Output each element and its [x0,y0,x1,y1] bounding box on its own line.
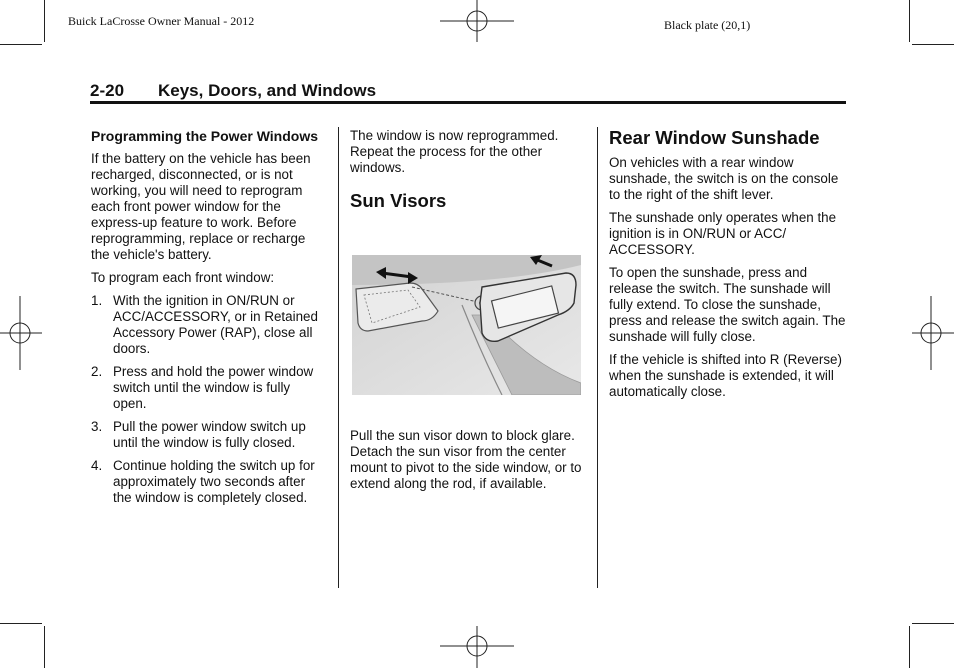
section-heading: Sun Visors [350,190,447,211]
crop-mark [0,623,42,624]
manual-title: Buick LaCrosse Owner Manual - 2012 [68,14,255,28]
column-1 [91,128,327,513]
crop-mark [0,44,42,45]
crop-mark [912,623,954,624]
step-text: Continue holding the switch up for approximately two seconds after the window is completely closed. [113,458,315,505]
crop-mark [909,626,910,668]
crop-mark [912,44,954,45]
step-number: 1. [91,293,103,308]
crop-mark [44,626,45,668]
crop-mark [44,0,45,42]
column-divider [338,127,339,588]
registration-mark-left [0,296,44,372]
column-3 [609,127,849,407]
page-number: 2-20 [90,81,125,100]
list-item [91,458,327,506]
list-item [91,364,327,412]
paragraph: Pull the sun visor down to block glare. Detach the sun visor from the center mount to pivot to the side window, or to extend along the rod, if available. [350,428,582,491]
header-rule [90,101,846,104]
crop-mark [909,0,910,42]
list-item [91,293,327,357]
paragraph: If the vehicle is shifted into R (Reverse) when the sunshade is extended, it will automatically close. [609,352,842,399]
steps-list [91,293,327,506]
paragraph: To open the sunshade, press and release the switch. The sunshade will fully extend. To close the sunshade, press and release the switch again. The sunshade will fully close. [609,265,846,344]
step-text: Pull the power window switch up until the window is fully closed. [113,419,306,450]
sun-visor-illustration [352,255,581,395]
registration-mark-bottom [440,626,516,668]
column-2-body [350,428,586,499]
running-head [90,81,376,101]
chapter-title: Keys, Doors, and Windows [158,81,377,100]
list-item [91,419,327,451]
section-heading: Rear Window Sunshade [609,127,820,148]
section-subheading: Programming the Power Windows [91,128,319,144]
plate-label: Black plate (20,1) [664,18,751,32]
step-number: 2. [91,364,103,379]
step-text: With the ignition in ON/RUN or ACC/ACCESSORY, or in Retained Accessory Power (RAP), close all doors. [113,293,318,356]
paragraph: On vehicles with a rear window sunshade, the switch is on the console to the right of the shift lever. [609,155,839,202]
paragraph: If the battery on the vehicle has been recharged, disconnected, or is not working, you will need to reprogram each front power window for the express-up feature to work. Before reprogramming, replace or recharge the vehicle's battery. [91,151,311,262]
paragraph: The window is now reprogrammed. Repeat the process for the other windows. [350,128,559,175]
registration-mark-top [440,0,516,44]
paragraph: To program each front window: [91,270,275,285]
step-number: 3. [91,419,103,434]
column-divider [597,127,598,588]
paragraph: The sunshade only operates when the ignition is in ON/RUN or ACC/ ACCESSORY. [609,210,837,257]
registration-mark-right [910,296,954,372]
step-number: 4. [91,458,103,473]
column-2 [350,128,586,212]
step-text: Press and hold the power window switch until the window is fully open. [113,364,314,411]
